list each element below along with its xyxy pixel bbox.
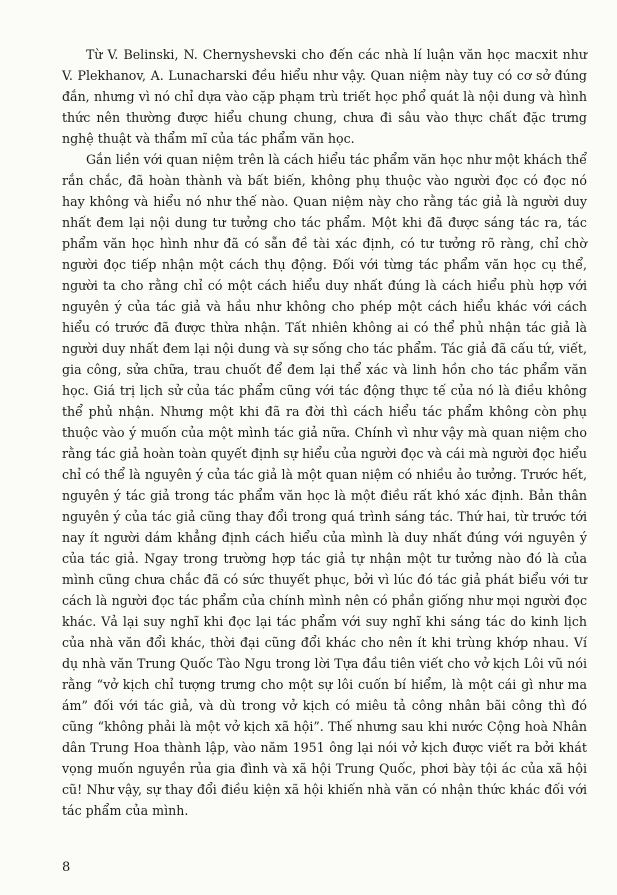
body-text: [62, 44, 587, 821]
paragraph-1: Từ V. Belinski, N. Chernyshevski cho đến các nhà lí luận văn học macxit như V. Plekhanov, A. Lunacharski đều hiểu như vậy. Quan niệm này tuy có cơ sở đúng đắn, nhưng vì nó chỉ dựa vào cặp phạm trù triết học phổ quát là nội dung và hình thức nên thường được hiểu chung chung, chưa đi sâu vào thực chất đặc trưng nghệ thuật và thẩm mĩ của tác phẩm văn học.: [62, 47, 587, 146]
paragraph-2: Gắn liền với quan niệm trên là cách hiểu tác phẩm văn học như một khách thể rắn chắc, đã hoàn thành và bất biến, không phụ thuộc vào người đọc có đọc nó hay không và hiểu nó như thế nào. Quan niệm này cho rằng tác giả là người duy nhất đem lại nội dung tư tưởng cho tác phẩm. Một khi đã được sáng tác ra, tác phẩm văn học hình như đã có sẵn đề tài xác định, có tư tưởng rõ ràng, chỉ chờ người đọc tiếp nhận một cách thụ động. Đối với từng tác phẩm văn học cụ thể, người ta cho rằng chỉ có một cách hiểu duy nhất đúng là cách hiểu phù hợp với nguyên ý của tác giả và hầu như không cho phép một cách hiểu khác với cách hiểu có trước đã được thừa nhận. Tất nhiên không ai có thể phủ nhận tác giả là người duy nhất đem lại nội dung và sự sống cho tác phẩm. Tác giả đã cấu tứ, viết, gia công, sửa chữa, trau chuốt để đem lại thể xác và linh hồn cho tác phẩm văn học. Giá trị lịch sử của tác phẩm cũng với tác động thực tế của nó là điều không thể phủ nhận. Nhưng một khi đã ra đời thì cách hiểu tác phẩm không còn phụ thuộc vào ý muốn của một mình tác giả nữa. Chính vì như vậy mà quan niệm cho rằng tác giả hoàn toàn quyết định sự hiểu của người đọc và cái mà người đọc hiểu chỉ có thể là nguyên ý của tác giả là một quan niệm có nhiều ảo tưởng. Trước hết, nguyên ý tác giả trong tác phẩm văn học là một điều rất khó xác định. Bản thân nguyên ý của tác giả cũng thay đổi trong quá trình sáng tác. Thứ hai, từ trước tới nay ít người dám khẳng định cách hiểu của mình là duy nhất đúng với nguyên ý của tác giả. Ngay trong trường hợp tác giả tự nhận một tư tưởng nào đó là của mình cũng chưa chắc đã có sức thuyết phục, bởi vì lúc đó tác giả phát biểu với tư cách là người đọc tác phẩm của chính mình nên có phần giống như mọi người đọc khác. Vả lại suy nghĩ khi đọc lại tác phẩm với suy nghĩ khi sáng tác do kinh lịch của nhà văn đổi khác, thời đại cũng đổi khác cho nên ít khi trùng khớp nhau. Ví dụ nhà văn Trung Quốc Tào Ngu trong lời Tựa đầu tiên viết cho vở kịch Lôi vũ nói rằng “vở kịch chỉ tượng trưng cho một sự lôi cuốn bí hiểm, là một cái gì như ma ám” đối với tác giả, và dù trong vở kịch có miêu tả công nhân bãi công thì đó cũng “không phải là một vở kịch xã hội”. Thế nhưng sau khi nước Cộng hoà Nhân dân Trung Hoa thành lập, vào năm 1951 ông lại nói vở kịch được viết ra bởi khát vọng muốn nguyền rủa gia đình và xã hội Trung Quốc, phơi bày tội ác của xã hội cũ! Như vậy, sự thay đổi điều kiện xã hội khiến nhà văn có nhận thức khác đối với tác phẩm của mình.: [62, 152, 587, 818]
page-number: 8: [62, 860, 71, 875]
